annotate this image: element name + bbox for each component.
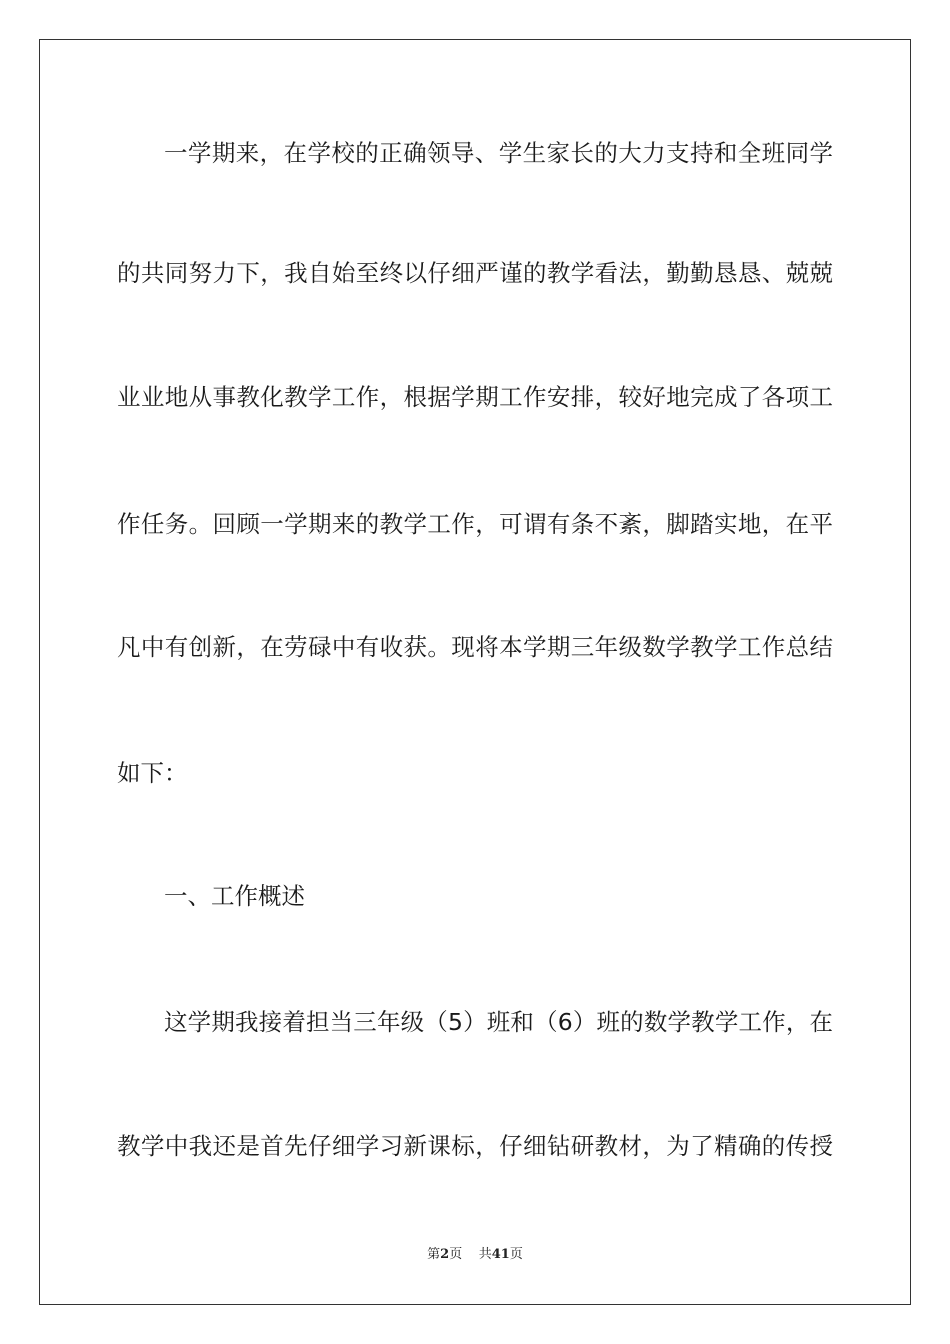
footer-total-pages: 41	[491, 1247, 510, 1262]
footer-page-number: 2	[440, 1247, 450, 1262]
paragraph-line-1: 一学期来，在学校的正确领导、学生家长的大力支持和全班同学	[164, 139, 833, 167]
page-footer	[0, 1246, 950, 1264]
paragraph-line-2: 的共同努力下，我自始至终以仔细严谨的教学看法，勤勤恳恳、兢兢	[117, 259, 833, 287]
footer-page-suffix: 页	[449, 1247, 463, 1262]
section-heading: 一、工作概述	[164, 882, 305, 910]
paragraph-line-5: 凡中有创新，在劳碌中有收获。现将本学期三年级数学教学工作总结	[117, 633, 833, 661]
footer-total-prefix: 共	[478, 1247, 492, 1262]
paragraph-line-8: 教学中我还是首先仔细学习新课标，仔细钻研教材，为了精确的传授	[117, 1132, 833, 1160]
footer-page-prefix: 第	[427, 1247, 441, 1262]
footer-total-suffix: 页	[509, 1247, 523, 1262]
page-border	[39, 39, 911, 1305]
paragraph-line-4: 作任务。回顾一学期来的教学工作，可谓有条不紊，脚踏实地，在平	[117, 510, 833, 538]
paragraph-line-6: 如下：	[117, 759, 188, 787]
paragraph-line-3: 业业地从事教化教学工作，根据学期工作安排，较好地完成了各项工	[117, 383, 833, 411]
paragraph-line-7: 这学期我接着担当三年级（5）班和（6）班的数学教学工作，在	[164, 1008, 833, 1036]
